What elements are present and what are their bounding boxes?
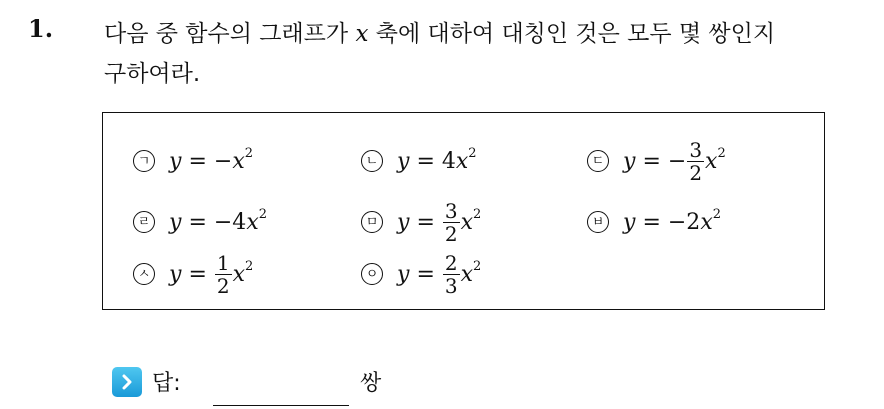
option-item bbox=[587, 194, 721, 250]
eq-exponent: 2 bbox=[712, 206, 722, 222]
option-item bbox=[133, 194, 267, 250]
answer-label: 답: bbox=[152, 371, 181, 396]
option-marker: ㅁ bbox=[361, 211, 383, 233]
eq-operator: = bbox=[416, 261, 435, 287]
eq-exponent: 2 bbox=[258, 206, 268, 222]
fraction-numerator: 3 bbox=[444, 198, 458, 223]
option-marker: ㅅ bbox=[133, 263, 155, 285]
option-equation bbox=[397, 145, 477, 174]
question-number: 1. bbox=[28, 14, 54, 43]
eq-exponent: 2 bbox=[244, 145, 254, 161]
eq-lhs: y bbox=[397, 209, 410, 235]
eq-variable: x bbox=[232, 261, 246, 287]
question-text-part: 축에 대하여 대칭인 것은 모두 몇 쌍인지 bbox=[368, 21, 776, 47]
option-equation bbox=[169, 145, 254, 174]
answer-row bbox=[112, 366, 181, 397]
option-marker: ㄱ bbox=[133, 150, 155, 172]
option-item bbox=[361, 194, 481, 250]
option-item bbox=[361, 133, 477, 189]
eq-coefficient: − bbox=[667, 148, 687, 174]
fraction-denominator: 2 bbox=[216, 273, 230, 298]
eq-exponent: 2 bbox=[717, 145, 726, 161]
eq-operator: = bbox=[188, 209, 207, 235]
option-item bbox=[587, 133, 726, 189]
option-equation bbox=[169, 206, 268, 235]
fraction-numerator: 2 bbox=[444, 250, 458, 275]
eq-variable: x bbox=[700, 209, 713, 235]
option-marker: ㅇ bbox=[361, 263, 383, 285]
eq-operator: = bbox=[188, 148, 207, 174]
option-marker: ㄴ bbox=[361, 150, 383, 172]
eq-variable: x bbox=[246, 209, 259, 235]
answer-unit: 쌍 bbox=[360, 371, 382, 396]
eq-lhs: y bbox=[623, 209, 636, 235]
eq-lhs: y bbox=[169, 261, 182, 287]
eq-coefficient: −4 bbox=[213, 209, 247, 235]
eq-fraction bbox=[215, 252, 232, 297]
eq-lhs: y bbox=[169, 148, 182, 174]
option-equation bbox=[169, 252, 253, 297]
eq-lhs: y bbox=[397, 148, 410, 174]
eq-exponent: 2 bbox=[473, 258, 482, 274]
option-equation bbox=[397, 200, 481, 245]
eq-variable: x bbox=[460, 209, 474, 235]
fraction-numerator: 3 bbox=[689, 137, 703, 162]
question-text bbox=[104, 14, 874, 94]
question-text-part: 다음 중 함수의 그래프가 bbox=[104, 21, 356, 47]
eq-lhs: y bbox=[169, 209, 182, 235]
option-equation bbox=[397, 252, 481, 297]
option-marker: ㅂ bbox=[587, 211, 609, 233]
option-item bbox=[133, 133, 253, 189]
eq-fraction bbox=[443, 252, 460, 297]
eq-lhs: y bbox=[623, 148, 636, 174]
eq-exponent: 2 bbox=[473, 206, 482, 222]
eq-fraction bbox=[443, 200, 460, 245]
fraction-denominator: 2 bbox=[444, 221, 458, 246]
eq-variable: x bbox=[455, 148, 469, 174]
eq-variable: x bbox=[705, 148, 718, 174]
eq-operator: = bbox=[188, 261, 207, 287]
chevron-right-icon bbox=[112, 367, 142, 397]
eq-coefficient: −2 bbox=[667, 209, 701, 235]
question-text-line2: 구하여라. bbox=[104, 61, 201, 87]
eq-lhs: y bbox=[397, 261, 410, 287]
eq-fraction bbox=[687, 139, 704, 184]
eq-exponent: 2 bbox=[245, 258, 254, 274]
eq-exponent: 2 bbox=[468, 145, 477, 161]
question-variable: x bbox=[355, 21, 369, 47]
eq-variable: x bbox=[460, 261, 474, 287]
eq-operator: = bbox=[642, 209, 661, 235]
eq-coefficient: 4 bbox=[441, 148, 456, 174]
options-box bbox=[102, 112, 825, 310]
option-equation bbox=[623, 139, 726, 184]
eq-operator: = bbox=[416, 148, 435, 174]
eq-coefficient: − bbox=[213, 148, 233, 174]
option-marker: ㄷ bbox=[587, 150, 609, 172]
fraction-numerator: 1 bbox=[216, 250, 230, 275]
option-equation bbox=[623, 206, 722, 235]
fraction-denominator: 3 bbox=[444, 273, 458, 298]
fraction-denominator: 2 bbox=[689, 160, 703, 185]
option-marker: ㄹ bbox=[133, 211, 155, 233]
eq-variable: x bbox=[232, 148, 245, 174]
eq-operator: = bbox=[642, 148, 661, 174]
option-item bbox=[361, 246, 481, 302]
answer-blank[interactable] bbox=[213, 405, 349, 406]
option-item bbox=[133, 246, 253, 302]
eq-operator: = bbox=[416, 209, 435, 235]
